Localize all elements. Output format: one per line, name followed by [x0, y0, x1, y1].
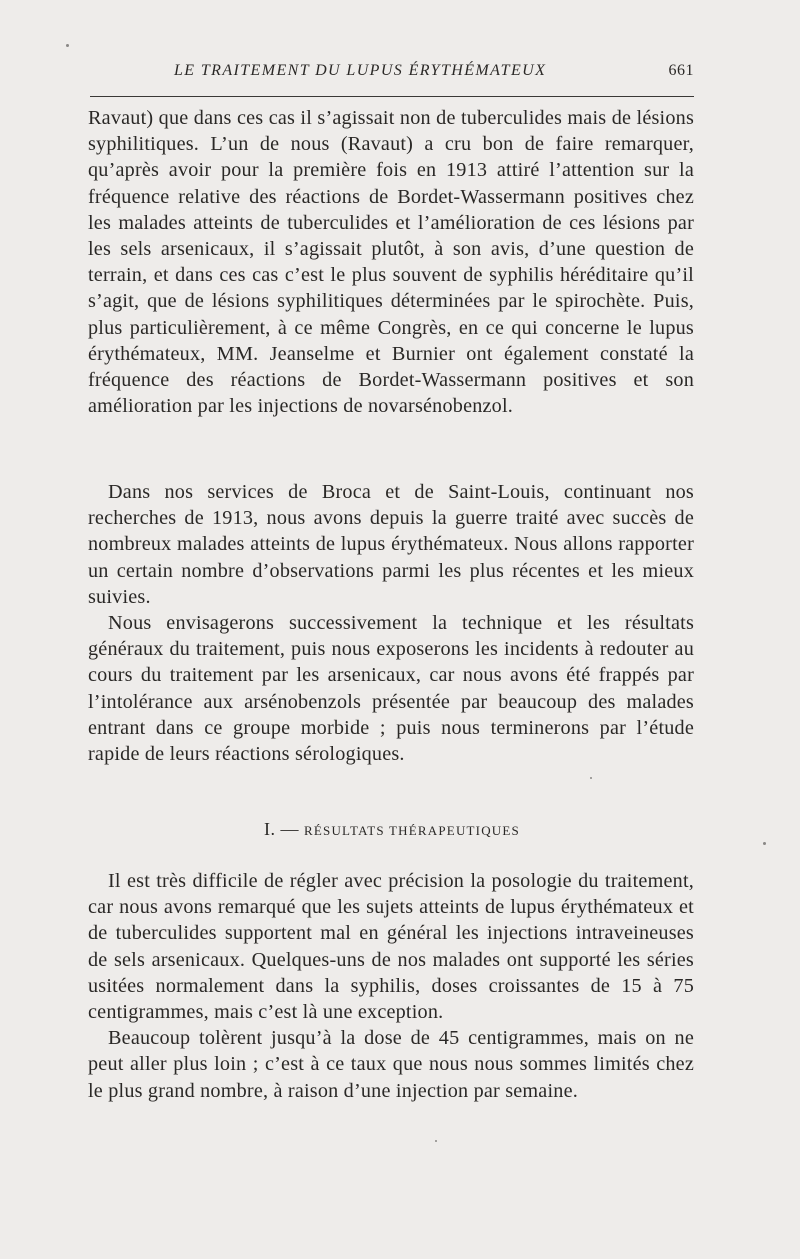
paper-speck — [66, 44, 69, 47]
paragraph: Nous envisagerons successivement la technique et les résultats généraux du traitement, puis nous exposerons les incidents à redouter au cours du traitement par les arsenicaux, car nous avons été frappés par l’intolérance aux arsénobenzols présentée par beaucoup des malades entrant dans ce groupe morbide ; puis nous terminerons par l’étude rapide de leurs réactions sérologiques. — [88, 612, 694, 766]
paragraph: Ravaut) que dans ces cas il s’agissait non de tuberculides mais de lésions syphilitiques. L’un de nous (Ravaut) a cru bon de faire remarquer, qu’après avoir pour la première fois en 1913 attiré l’attention sur la fréquence relative des réactions de Bordet-Wassermann positives chez les malades atteints de tuberculides et l’amélioration de ces lésions par les sels arsenicaux, il s’agissait plutôt, à son avis, d’une question de terrain, et dans ces cas c’est le plus souvent de syphilis héréditaire qu’il s’agit, que de lésions syphilitiques déterminées par le spirochète. Puis, plus particulièrement, à ce même Congrès, en ce qui concerne le lupus érythémateux, MM. Jeanselme et Burnier ont également constaté la fréquence des réactions de Bordet-Wassermann positives et son amélioration par les injections de novarsénobenzol. — [88, 107, 694, 418]
page-number: 661 — [668, 62, 694, 79]
paper-speck — [763, 842, 766, 845]
paragraph: Beaucoup tolèrent jusqu’à la dose de 45 centigrammes, mais on ne peut aller plus loin ; c’est à ce taux que nous nous sommes limités chez le plus grand nombre, à raison d’une injection par semaine. — [88, 1027, 694, 1102]
text-block-section-one — [88, 868, 694, 1104]
paragraph: Dans nos services de Broca et de Saint-Louis, continuant nos recherches de 1913, nous avons depuis la guerre traité avec succès de nombreux malades atteints de lupus érythémateux. Nous allons rapporter un certain nombre d’observations parmi les plus récentes et les mieux suivies. — [88, 481, 694, 608]
paper-speck — [590, 777, 592, 779]
running-head — [90, 62, 694, 88]
section-title: RÉSULTATS THÉRAPEUTIQUES — [304, 823, 520, 838]
section-number: I. — — [264, 819, 300, 839]
running-title: LE TRAITEMENT DU LUPUS ÉRYTHÉMATEUX — [174, 62, 547, 79]
section-heading — [90, 818, 694, 842]
paper-speck — [435, 1140, 437, 1142]
text-block-intro — [88, 479, 694, 767]
text-block-continuation — [88, 105, 694, 419]
header-rule — [90, 96, 694, 97]
paragraph: Il est très difficile de régler avec précision la posologie du traitement, car nous avons remarqué que les sujets atteints de lupus érythémateux et de tuberculides supportent mal en général les injections intraveineuses de sels arsenicaux. Quelques-uns de nos malades ont supporté les séries usitées normalement dans la syphilis, doses croissantes de 15 à 75 centigrammes, mais c’est là une exception. — [88, 870, 694, 1024]
